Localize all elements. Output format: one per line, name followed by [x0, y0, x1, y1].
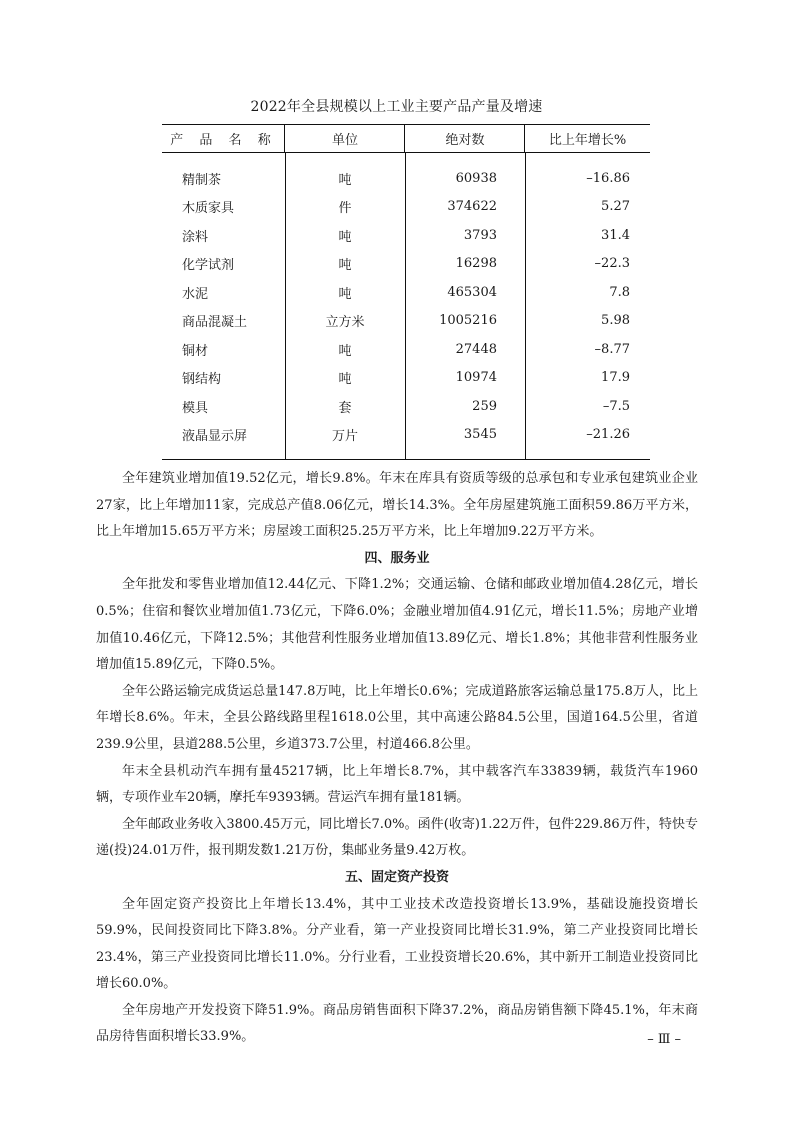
header-unit: 单位: [285, 125, 405, 152]
table-row: [162, 278, 650, 307]
cell-unit: 立方米: [325, 315, 365, 331]
cell-unit: 吨: [338, 229, 352, 245]
cell-absolute-value: 465304: [447, 284, 497, 300]
cell-absolute-value: 10974: [455, 370, 497, 386]
cell-growth-rate: 5.27: [601, 199, 630, 215]
table-row: [162, 164, 650, 193]
cell-absolute-value: 16298: [455, 256, 497, 272]
header-product-name: 产 品 名 称: [162, 125, 285, 152]
paragraph-fixed-investment: 全年固定资产投资比上年增长13.4%，其中工业技术改造投资增长13.9%，基础设施投资增长59.9%，民间投资同比下降3.8%。分产业看，第一产业投资同比增长31.9%，第二产业投资同比增长23.4%，第三产业投资同比增长11.0%。分行业看，工业投资增长20.6%，其中新开工制造业投资同比增长60.0%。: [96, 896, 698, 992]
cell-unit: 吨: [338, 343, 352, 359]
cell-product-name: 水泥: [182, 286, 209, 302]
paragraph-services: 全年批发和零售业增加值12.44亿元、下降1.2%；交通运输、仓储和邮政业增加值4.28亿元，增长0.5%；住宿和餐饮业增加值1.73亿元，下降6.0%；金融业增加值4.91亿元，增长11.5%；房地产业增加值10.46亿元，下降12.5%；其他营利性服务业增加值13.89亿元、增长1.8%；其他非营利性服务业增加值15.89亿元，下降0.5%。: [96, 577, 698, 673]
table-row: [162, 307, 650, 336]
cell-unit: 吨: [338, 286, 352, 302]
cell-growth-rate: 17.9: [601, 370, 630, 386]
header-absolute-value: 绝对数: [405, 125, 525, 152]
cell-unit: 件: [338, 201, 352, 217]
cell-growth-rate: –22.3: [594, 256, 630, 272]
cell-product-name: 钢结构: [182, 372, 222, 388]
cell-product-name: 精制茶: [182, 172, 222, 188]
cell-product-name: 铜材: [182, 343, 209, 359]
cell-product-name: 模具: [182, 400, 209, 416]
cell-growth-rate: –7.5: [602, 398, 630, 414]
cell-absolute-value: 3793: [463, 227, 497, 243]
cell-growth-rate: –8.77: [594, 341, 630, 357]
cell-unit: 套: [338, 400, 352, 416]
table-row: [162, 193, 650, 222]
cell-unit: 万片: [331, 429, 358, 445]
page-number: – Ⅲ –: [647, 1032, 681, 1047]
product-output-table: [162, 124, 650, 460]
paragraph-vehicles: 年末全县机动汽车拥有量45217辆，比上年增长8.7%，其中载客汽车33839辆，载货汽车1960辆，专项作业车20辆，摩托车9393辆。营运汽车拥有量181辆。: [96, 763, 698, 806]
table-row: [162, 392, 650, 421]
cell-growth-rate: –21.26: [586, 427, 630, 443]
cell-product-name: 液晶显示屏: [182, 429, 248, 445]
paragraph-postal: 全年邮政业务收入3800.45万元，同比增长7.0%。函件(收寄)1.22万件，包件229.86万件，特快专递(投)24.01万件，报刊期发数1.21万份，集邮业务量9.42万枚。: [96, 816, 698, 859]
paragraph-construction: 全年建筑业增加值19.52亿元，增长9.8%。年末在库具有资质等级的总承包和专业承包建筑业企业27家，比上年增加11家，完成总产值8.06亿元，增长14.3%。全年房屋建筑施工面积59.86万平方米，比上年增加15.65万平方米；房屋竣工面积25.25万平方米，比上年增加9.22万平方米。: [96, 471, 698, 540]
cell-unit: 吨: [338, 172, 352, 188]
cell-growth-rate: –16.86: [586, 170, 630, 186]
header-growth-rate: 比上年增长%: [548, 133, 627, 148]
cell-absolute-value: 60938: [455, 170, 497, 186]
paragraph-road-transport: 全年公路运输完成货运总量147.8万吨，比上年增长0.6%；完成道路旅客运输总量175.8万人，比上年增长8.6%。年末，全县公路线路里程1618.0公里，其中高速公路84.5公里，国道164.5公里，省道239.9公里，县道288.5公里，乡道373.7公里，村道466.8公里。: [96, 683, 698, 752]
body-text: [96, 466, 698, 1051]
cell-unit: 吨: [338, 372, 352, 388]
cell-growth-rate: 31.4: [601, 227, 630, 243]
cell-absolute-value: 374622: [447, 199, 497, 215]
section-heading-investment: 五、固定资产投资: [344, 869, 449, 885]
cell-product-name: 化学试剂: [182, 258, 235, 274]
table-row: [162, 221, 650, 250]
table-header-row: [162, 125, 650, 153]
cell-product-name: 涂料: [182, 229, 209, 245]
table-row: [162, 364, 650, 393]
cell-growth-rate: 5.98: [601, 313, 630, 329]
cell-absolute-value: 1005216: [439, 313, 497, 329]
section-heading-services: 四、服务业: [364, 550, 430, 566]
cell-absolute-value: 27448: [455, 341, 497, 357]
cell-absolute-value: 3545: [463, 427, 497, 443]
paragraph-real-estate: 全年房地产开发投资下降51.9%。商品房销售面积下降37.2%，商品房销售额下降45.1%，年末商品房待售面积增长33.9%。: [96, 1002, 698, 1045]
cell-absolute-value: 259: [472, 398, 497, 414]
cell-product-name: 商品混凝土: [182, 315, 248, 331]
table-row: [162, 250, 650, 279]
table-title: 2022年全县规模以上工业主要产品产量及增速: [250, 99, 543, 115]
table-row: [162, 335, 650, 364]
cell-growth-rate: 7.8: [609, 284, 630, 300]
cell-product-name: 木质家具: [182, 201, 235, 217]
cell-unit: 吨: [338, 258, 352, 274]
table-body: [162, 153, 650, 459]
table-row: [162, 421, 650, 450]
